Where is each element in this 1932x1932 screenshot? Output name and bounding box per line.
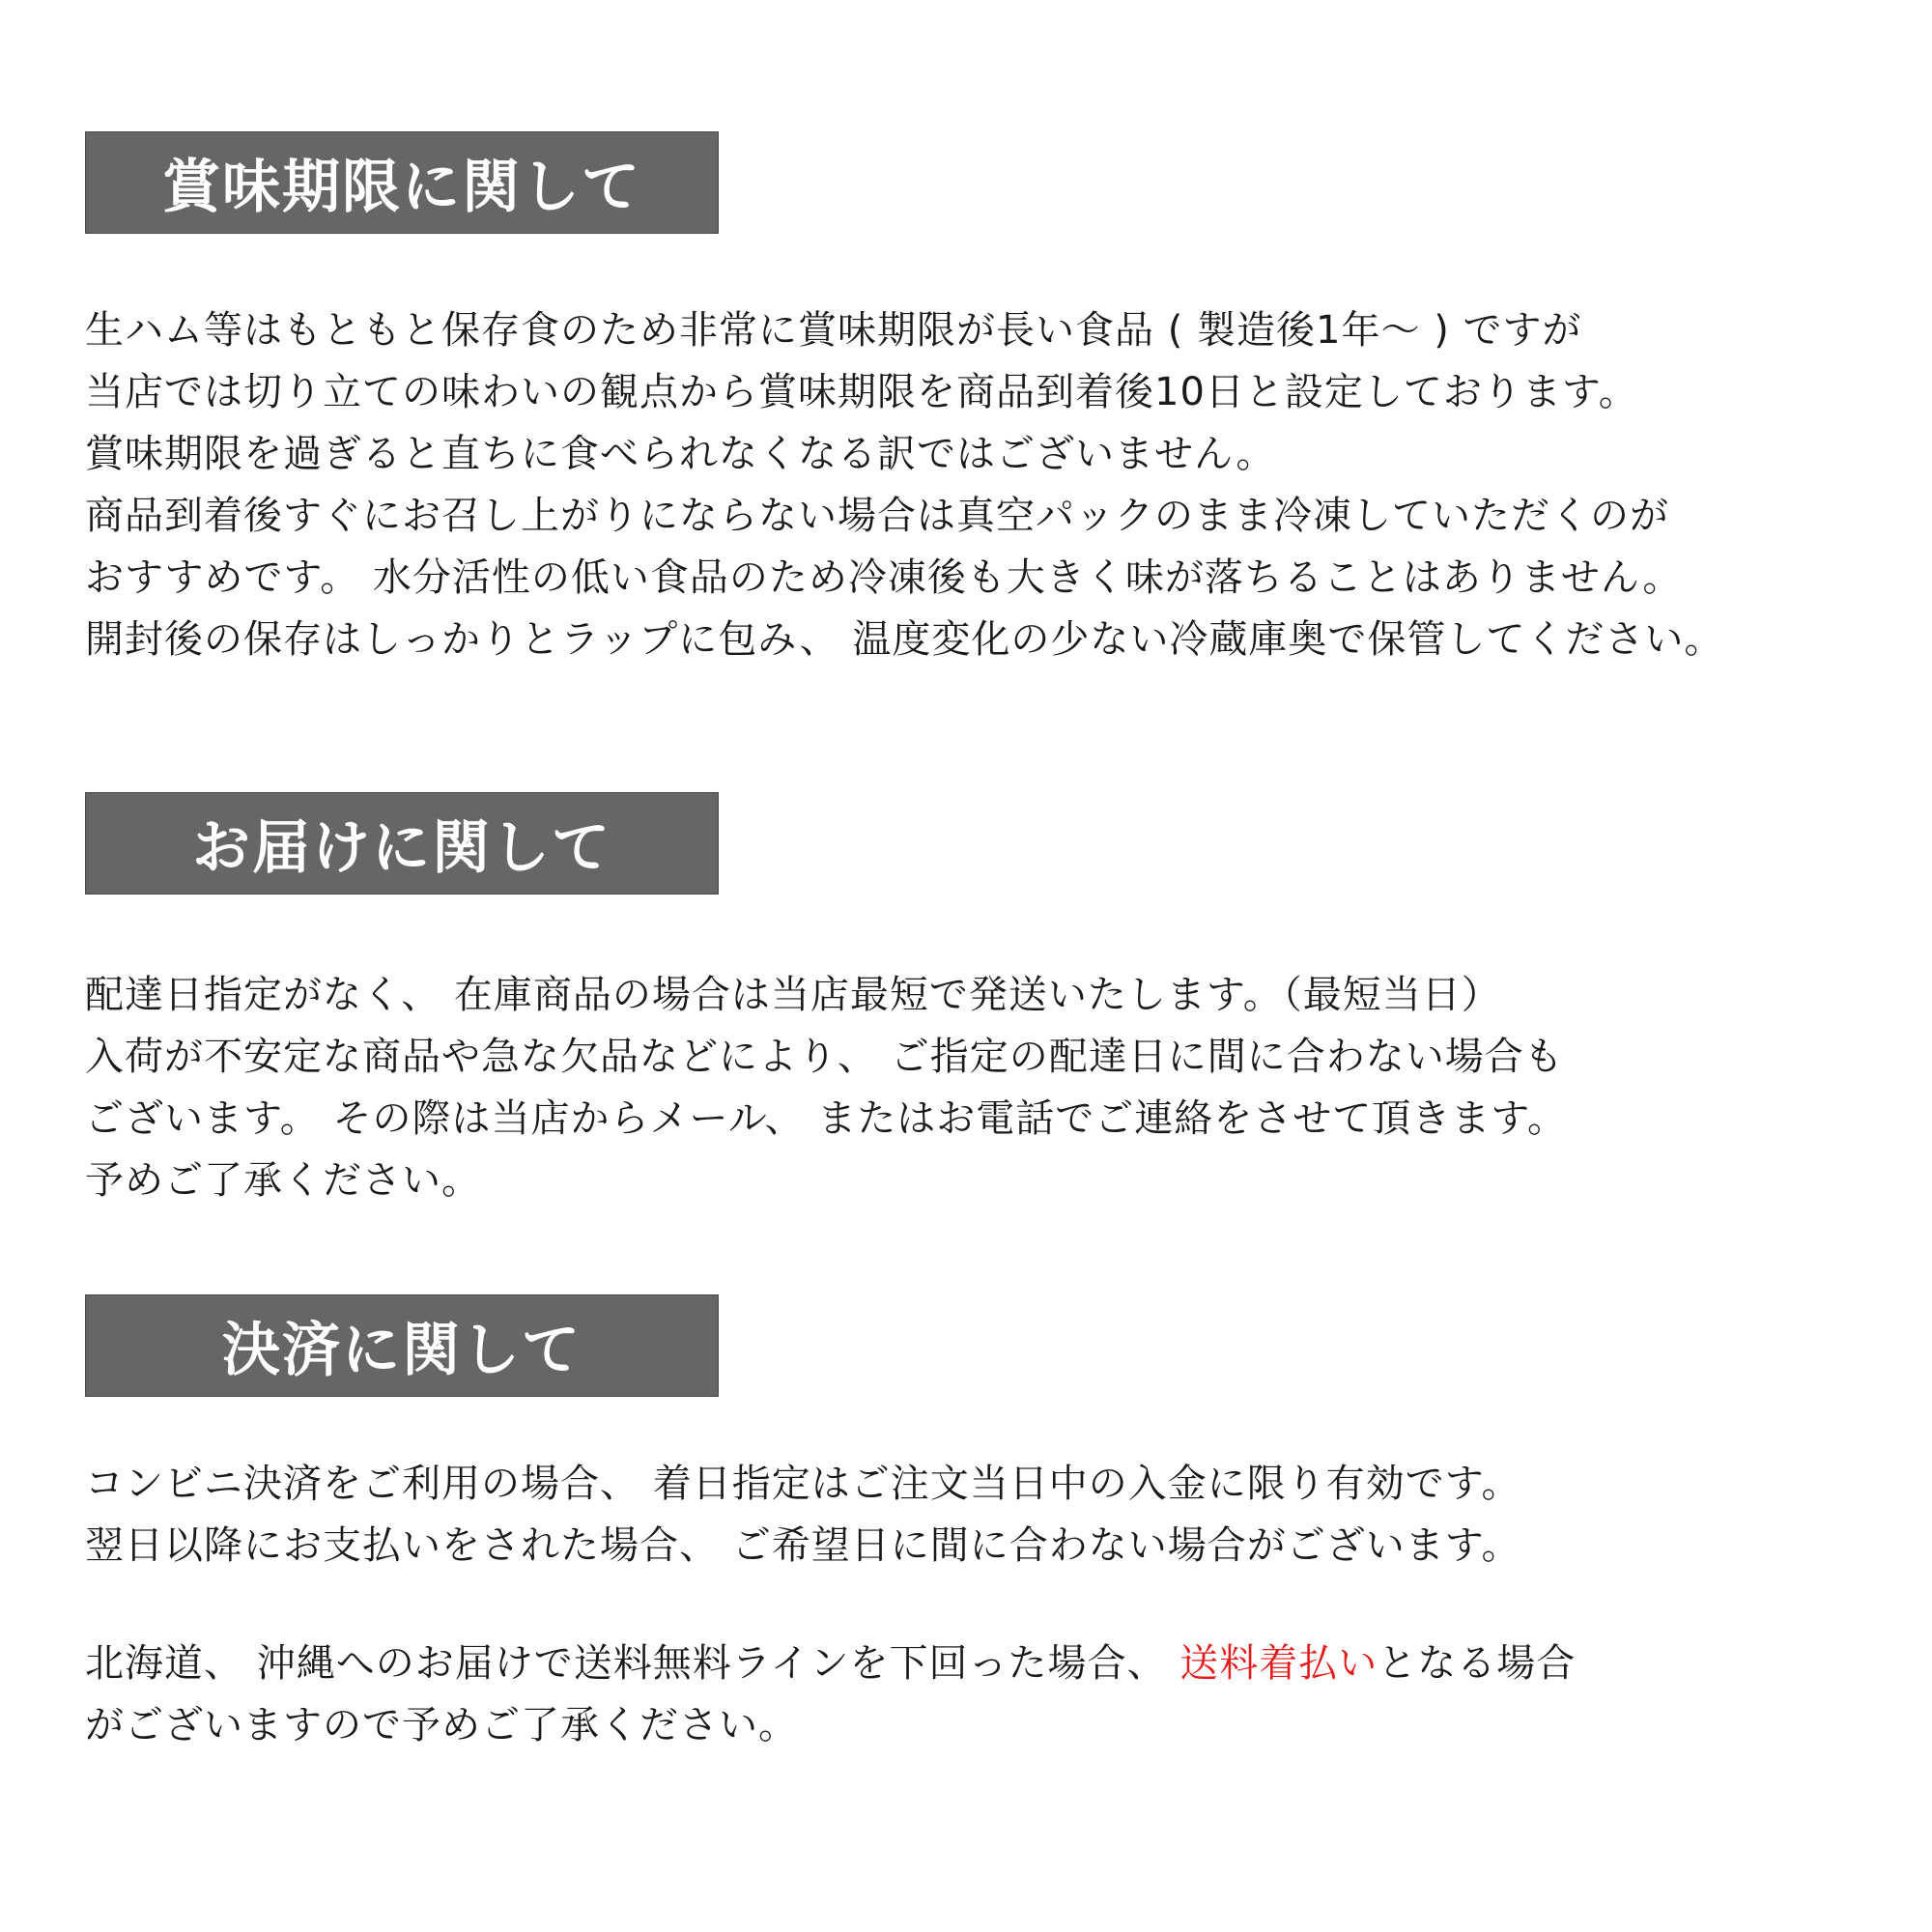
section-header-payment — [85, 1294, 719, 1397]
cash-on-delivery-highlight: 送料着払い — [1179, 1641, 1378, 1686]
shipping-note-text-end: となる場合 — [1378, 1641, 1577, 1686]
section-header-delivery — [85, 792, 719, 895]
delivery-paragraph — [85, 964, 1911, 1211]
expiry-line: 商品到着後すぐにお召し上がりにならない場合は真空パックのまま冷凍していただくのが — [85, 494, 1669, 538]
expiry-line: 生ハム等はもともと保存食のため非常に賞味期限が長い食品 ( 製造後1年～ ) ですが — [85, 308, 1582, 353]
section-title-delivery: お届けに関して — [192, 814, 611, 882]
shipping-note-line — [85, 1633, 1911, 1694]
expiry-line: 開封後の保存はしっかりとラップに包み、 温度変化の少ない冷蔵庫奥で保管してください。 — [85, 617, 1724, 662]
delivery-line: ございます。 その際は当店からメール、 またはお電話でご連絡をさせて頂きます。 — [85, 1096, 1568, 1141]
expiry-line: 当店では切り立ての味わいの観点から賞味期限を商品到着後10日と設定しております。 — [85, 370, 1638, 414]
delivery-line: 配達日指定がなく、 在庫商品の場合は当店最短で発送いたします。（最短当日） — [85, 973, 1501, 1017]
expiry-line: 賞味期限を過ぎると直ちに食べられなくなる訳ではございません。 — [85, 432, 1276, 476]
section-header-expiry — [85, 131, 719, 234]
section-title-payment: 決済に関して — [222, 1317, 582, 1384]
section-title-expiry: 賞味期限に関して — [162, 154, 641, 221]
payment-line: 翌日以降にお支払いをされた場合、 ご希望日に間に合わない場合がございます。 — [85, 1523, 1521, 1568]
payment-line: コンビニ決済をご利用の場合、 着日指定はご注文当日中の入金に限り有効です。 — [85, 1462, 1521, 1506]
delivery-line: 入荷が不安定な商品や急な欠品などにより、 ご指定の配達日に間に合わない場合も — [85, 1035, 1564, 1079]
expiry-paragraph — [85, 299, 1911, 670]
payment-paragraph — [85, 1453, 1911, 1577]
delivery-line: 予めご了承ください。 — [85, 1158, 481, 1203]
payment-shipping-note — [85, 1633, 1911, 1756]
shipping-note-line: がございますので予めご了承ください。 — [85, 1703, 798, 1747]
expiry-line: おすすめです。 水分活性の低い食品のため冷凍後も大きく味が落ちることはありません。 — [85, 555, 1683, 600]
shipping-note-text: 北海道、 沖縄へのお届けで送料無料ラインを下回った場合、 — [85, 1641, 1180, 1686]
